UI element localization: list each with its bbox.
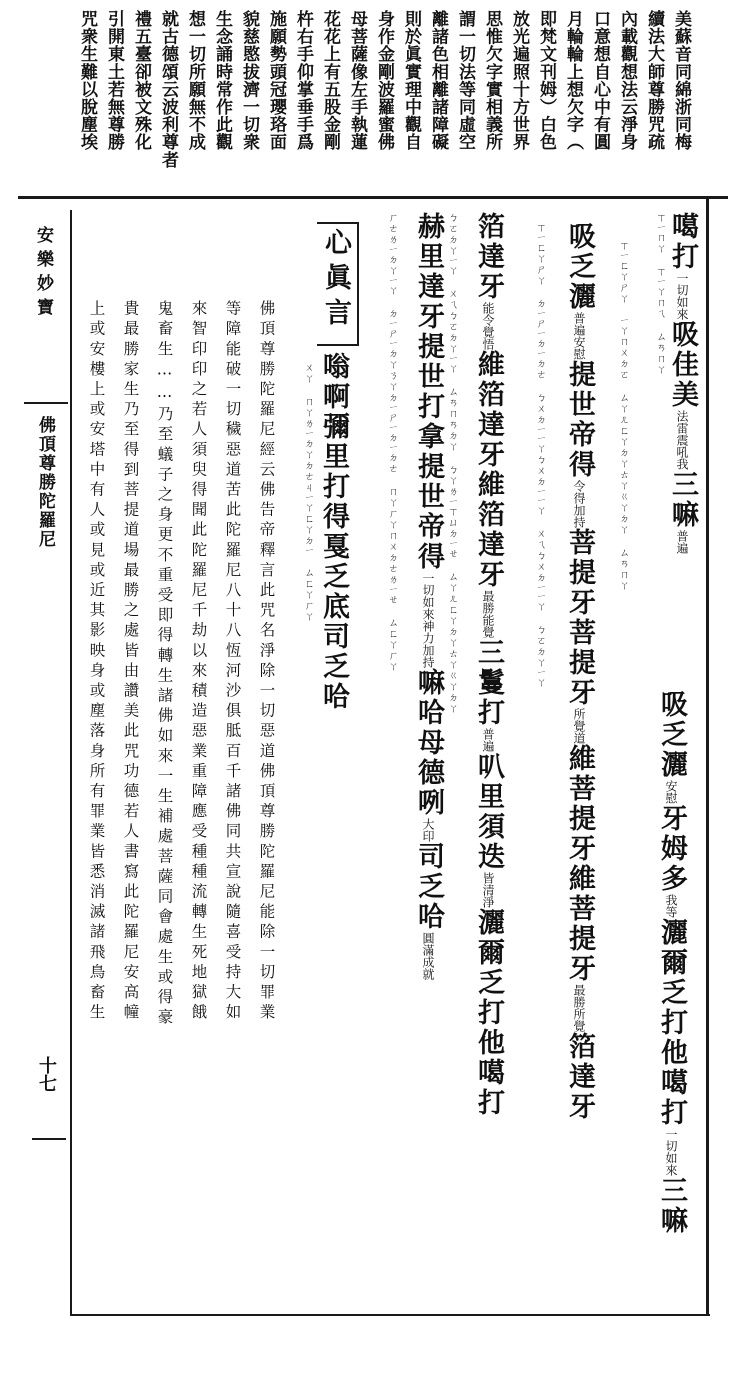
annotation-column: 母菩薩像左手執蓮 bbox=[347, 10, 367, 151]
mantra-column bbox=[566, 222, 593, 1122]
mantra-phrase: 牙姆多 bbox=[656, 804, 687, 894]
mantra-gloss: 普遍 bbox=[675, 530, 689, 554]
annotation-column: 放光遍照十方世界 bbox=[509, 10, 529, 151]
mantra-gloss: 圓滿成就 bbox=[421, 932, 435, 980]
mantra-gloss: 令得加持 bbox=[572, 480, 586, 528]
right-border-rule bbox=[706, 196, 709, 1316]
book-title: 安樂妙寶 bbox=[33, 226, 53, 322]
mantra-phrase: 灑爾乏打他噶打 bbox=[473, 908, 504, 1118]
annotation-column: 花花上有五股金剛 bbox=[320, 10, 340, 151]
annotation-column: 月輪輪上想欠字（ bbox=[563, 10, 583, 151]
zhuyin-column: ㄒㄧㄈㄚㄕㄚ ㄧㄚㄇㄨㄉㄛ ㄙㄚㄦㄈㄚㄉㄚㄊㄚㄍㄚㄉㄚ ㄙㄢㄇㄚ bbox=[617, 240, 628, 591]
annotation-column: 引開東土若無尊勝 bbox=[104, 10, 124, 151]
mantra-gloss: 最勝能覺 bbox=[481, 590, 495, 638]
bottom-border-rule bbox=[70, 1314, 710, 1316]
mantra-gloss: 普遍安慰 bbox=[572, 312, 586, 360]
annotation-column: 則於眞實理中觀自 bbox=[401, 10, 421, 151]
annotation-column: 杵右手仰掌垂手爲 bbox=[293, 10, 313, 151]
annotation-column: 思惟欠字實相義所 bbox=[482, 10, 502, 151]
mantra-phrase: 提世帝得 bbox=[564, 360, 595, 480]
mantra-gloss: 能令覺悟 bbox=[481, 302, 495, 350]
zhuyin-column: ㄒㄧㄈㄚㄕㄚ ㄉㄧㄕㄧㄉㄧㄉㄜ ㄅㄨㄉㄧㄧㄚㄅㄨㄉㄧㄧㄚ ㄨㄟㄅㄨㄉㄧㄧㄚ ㄅㄛㄉㄚㄧㄚ bbox=[534, 222, 545, 688]
heart-mantra-text: 嗡啊彌里打得戛乏底司乏哈 bbox=[318, 352, 349, 712]
prose-column: 鬼畜生……乃至蟻子之身更不重受即得轉生諸佛如來一生補處菩薩同會處生或得豪 bbox=[155, 300, 174, 1029]
mantra-phrase: 三嘛 bbox=[667, 470, 698, 530]
mantra-phrase: 赫里達牙 bbox=[413, 212, 444, 332]
annotation-column: 即梵文刊姆）白色 bbox=[536, 10, 556, 151]
mantra-gloss: 所覺道 bbox=[572, 708, 586, 744]
mantra-gloss: 最勝所覺 bbox=[572, 984, 586, 1032]
zhuyin-column: ㄒㄧㄇㄚ ㄒㄧㄚㄇㄟ ㄙㄢㄇㄚ bbox=[654, 212, 665, 375]
zhuyin-column: ㄅㄛㄉㄚㄧㄚ ㄨㄟㄅㄛㄉㄚㄧㄚ ㄙㄢㄇㄢㄉㄚ ㄅㄚㄌㄧㄒㄩㄉㄧㄝ ㄙㄚㄦㄈㄚㄉㄚㄊㄚㄍㄚㄉㄚ bbox=[446, 212, 457, 714]
annotation-column: 生念誦時常作此觀 bbox=[212, 10, 232, 151]
mantra-phrase: 三嘛 bbox=[656, 1176, 687, 1236]
mantra-gloss: 一切如來 bbox=[675, 272, 689, 320]
mantra-phrase: 吸佳美 bbox=[667, 320, 698, 410]
annotation-column: 內載觀想法云淨身 bbox=[617, 10, 637, 151]
prose-column: 貴最勝家生乃至得到菩提道場最勝之處皆由讚美此咒功德若人書寫此陀羅尼安高幢 bbox=[121, 300, 140, 1024]
annotation-column: 離諸色相離諸障礙 bbox=[428, 10, 448, 151]
mantra-phrase: 提世打拿提世帝得 bbox=[413, 332, 444, 572]
mantra-column bbox=[415, 212, 442, 980]
annotation-column: 想一切所願無不成 bbox=[185, 10, 205, 151]
annotation-column: 貌慈愍拔濟一切衆 bbox=[239, 10, 259, 151]
mantra-column bbox=[669, 212, 696, 554]
mantra-gloss: 安慰 bbox=[664, 780, 678, 804]
mantra-phrase: 維箔達牙維箔達牙 bbox=[473, 350, 504, 590]
section-title: 佛頂尊勝陀羅尼 bbox=[35, 416, 55, 549]
mantra-phrase: 箔達牙 bbox=[564, 1032, 595, 1122]
mantra-column bbox=[658, 690, 685, 1236]
mantra-gloss: 我等 bbox=[664, 894, 678, 918]
mantra-phrase: 灑爾乏打他噶打 bbox=[656, 918, 687, 1128]
heart-mantra-label: 心眞言 bbox=[320, 228, 351, 333]
mantra-gloss: 一切如來神力加持 bbox=[421, 572, 435, 668]
mantra-phrase: 菩提牙菩提牙 bbox=[564, 528, 595, 708]
mantra-gloss: 普遍 bbox=[481, 728, 495, 752]
mantra-phrase: 叭里須迭 bbox=[473, 752, 504, 872]
mantra-phrase: 維菩提牙維菩提牙 bbox=[564, 744, 595, 984]
mantra-phrase: 三鬘打 bbox=[473, 638, 504, 728]
margin-divider bbox=[24, 402, 68, 404]
inner-border-rule bbox=[70, 210, 72, 1316]
mantra-phrase: 吸乏灑 bbox=[656, 690, 687, 780]
annotation-column: 續法大師尊勝咒疏 bbox=[644, 10, 664, 151]
mantra-phrase: 箔達牙 bbox=[473, 212, 504, 302]
prose-column: 佛頂尊勝陀羅尼經云佛告帝釋言此咒名淨除一切惡道佛頂尊勝陀羅尼能除一切罪業 bbox=[257, 300, 276, 1024]
annotation-column: 禮五臺卻被文殊化 bbox=[131, 10, 151, 151]
mantra-gloss: 一切如來 bbox=[664, 1128, 678, 1176]
page-number: 十七 bbox=[36, 1056, 57, 1092]
zhuyin-column: ㄨㄚ ㄇㄚㄌㄧㄉㄚㄉㄜㄐㄧㄚㄈㄚㄉㄧ ㄙㄈㄚㄏㄚ bbox=[302, 362, 313, 622]
mantra-phrase: 司乏哈 bbox=[413, 842, 444, 932]
annotation-column: 美蘇音同綿浙同梅 bbox=[671, 10, 691, 151]
zhuyin-column: ㄏㄜㄌㄧㄉㄚㄧㄚ ㄉㄧㄕㄧㄉㄚㄋㄚㄉㄧㄕㄧㄉㄧㄉㄜ ㄇㄚㄏㄚㄇㄨㄉㄜㄌㄧㄝ ㄙㄈㄚㄏㄚ bbox=[386, 212, 397, 672]
mantra-gloss: 皆清淨 bbox=[481, 872, 495, 908]
annotation-column: 咒衆生難以脫塵埃 bbox=[77, 10, 97, 151]
annotation-column: 施願勢頭冠瓔珞面 bbox=[266, 10, 286, 151]
mantra-phrase: 吸乏灑 bbox=[564, 222, 595, 312]
annotation-column: 就古德頌云波利尊者 bbox=[158, 10, 178, 169]
mantra-phrase: 嘛哈母德咧 bbox=[413, 668, 444, 818]
annotation-column: 謂一切法等同虛空 bbox=[455, 10, 475, 151]
annotation-column: 身作金剛波羅蜜佛 bbox=[374, 10, 394, 151]
mantra-gloss: 法雷震吼我 bbox=[675, 410, 689, 470]
prose-column: 來智印印之若人須臾得聞此陀羅尼千劫以來積造惡業重障應受種種流轉生死地獄餓 bbox=[189, 300, 208, 1024]
top-border-rule bbox=[18, 196, 728, 199]
annotation-column: 口意想自心中有圓 bbox=[590, 10, 610, 151]
mantra-gloss: 大印 bbox=[421, 818, 435, 842]
mantra-phrase: 噶打 bbox=[667, 212, 698, 272]
mantra-column bbox=[475, 212, 502, 1118]
page-number-divider bbox=[32, 1138, 66, 1140]
prose-column: 等障能破一切穢惡道苦此陀羅尼八十八恆河沙俱胝百千諸佛同共宣說隨喜受持大如 bbox=[223, 300, 242, 1024]
prose-column: 上或安樓上或安塔中有人或見或近其影映身或塵落身所有罪業皆悉消滅諸飛鳥畜生 bbox=[87, 300, 106, 1024]
